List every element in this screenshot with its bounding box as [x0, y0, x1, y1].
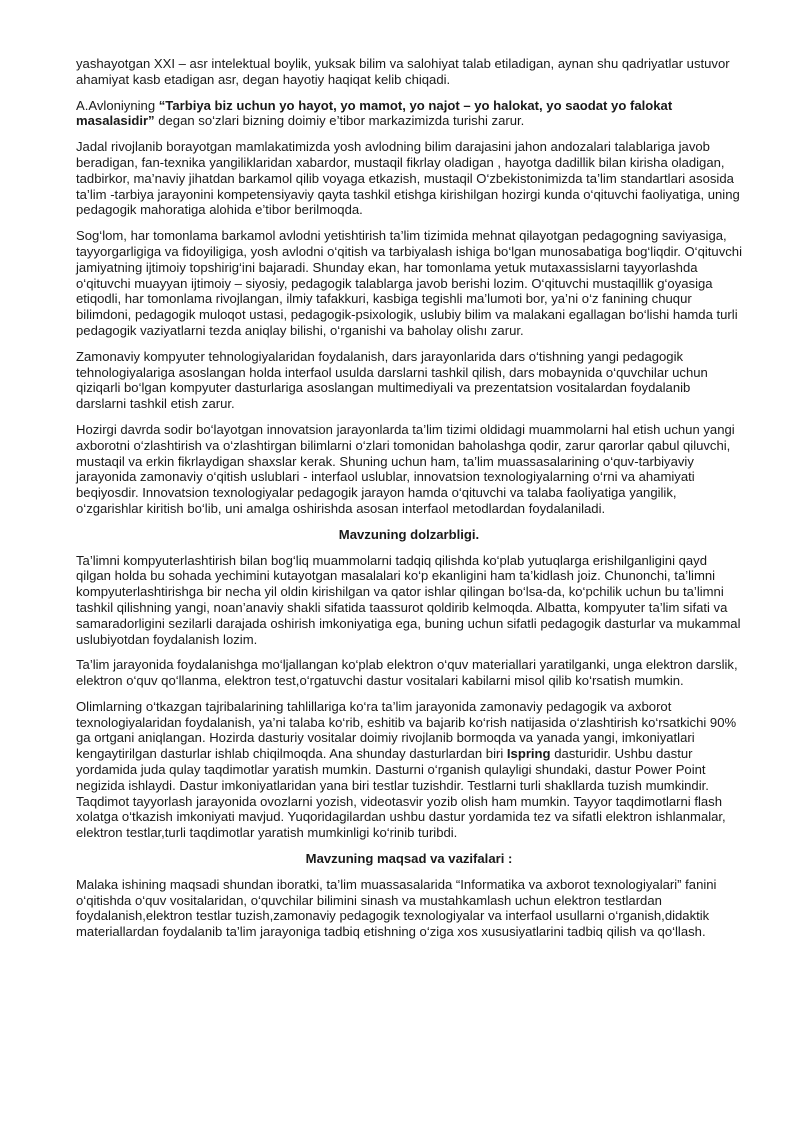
- heading-relevance: Mavzuning dolzarbligi.: [338, 526, 480, 542]
- paragraph-computerization: Ta’limni kompyuterlashtirish bilan bog‘liq muammolarni tadqiq qilishda ko‘plab yutuqlarga erishilganligini qayd qilgan holda bu sohada yechimini kutayotgan masalalari ko‘p ekanligini ham ta’kidlash joiz. Chunonchi, ta’limni kompyuterlashtirishga bir necha yil oldin kirishilgan va qator ishlar qilingan bo‘lsa-da, ko‘pchilik uchun bu ta’limni tashkil qilishning yangi, noan’anaviy shakli sifatida taassurot qoldirib kelmoqda. Albatta, kompyuter ta’lim sifati va samaradorligini sezilarli darajada oshirish imkoniyatiga ega, buning uchun sifatli pedagogik dasturlar va mukammal uslubiyotdan foydalanish lozim.: [76, 552, 741, 647]
- paragraph-ispring: [76, 699, 742, 841]
- paragraph-computer-technologies: Zamonaviy kompyuter tehnologiyalaridan foydalanish, dars jarayonlarida dars o‘tishning yangi pedagogik tehnologiyalariga asoslangan holda interfaol usulda darslarni tashkil qilish, dars mobaynida o‘quvchilar uchun qiziqarli bo‘lgan kompyuter dasturlariga asoslangan multimediyali va prezentatsion vositalardan foydalanib darslarni tashkil etish zarur.: [76, 348, 708, 412]
- heading-goals: Mavzuning maqsad va vazifalari :: [305, 851, 513, 867]
- paragraph-teacher-requirements: Sog‘lom, har tomonlama barkamol avlodni yetishtirish ta’lim tizimida mehnat qilayotgan pedagogning saviyasiga, tayyorgarligiga va fidoyiligiga, yosh avlodni o‘qitish va tarbiyalash ishiga bo‘lgan munosabatiga bog‘liqdir. O‘qituvchi jamiyatning ijtimoiy topshirig‘ini bajaradi. Shunday ekan, har tomonlama yetuk mutaxassislarni tayyorlashda o‘qituvchi muayyan ijtimoiy – siyosiy, pedagogik talablarga javob berishi lozim. O‘qituvchi mustaqillik g‘oyasiga etiqodli, har tomonlama rivojlangan, ilmiy tafakkuri, kasbiga tegishli ma’lumoti bor, ya’ni o‘z fanining chuqur bilimdoni, pedagogik muloqot ustasi, pedagogik-psixologik, uslubiy bilim va malakani egallagan bo‘lishi hamda turli pedagogik vaziyatlarni tezda aniqlay bilishi, o‘rganishi va baholay olishı zarur.: [76, 228, 742, 338]
- quote-lead-text: A.Avloniyning: [76, 97, 159, 113]
- paragraph-goals-description: Malaka ishining maqsadi shundan iboratki, ta’lim muassasalarida “Informatika va axborot texnologiyalari” fanini o‘qitishda o‘quv vositalaridan, o‘quvchilar bilimini sinash va mustahkamlash uchun elektron testlardan foydalanish,elektron testlar tuzish,zamonaviy pedagogik texnologiyalar va interfaol usullarni o‘rganish,didaktik materiallardan foydalanib ta’lim jarayoniga tadbiq etishning o‘ziga xos xususiyatlarini tadbiq qilish va qo‘llash.: [76, 876, 717, 940]
- paragraph-innovation-processes: Hozirgi davrda sodir bo‘layotgan innovatsion jarayonlarda ta’lim tizimi oldidagi muammolarni hal etish uchun yangi axborotni o‘zlashtirish va o‘zlashtirgan bilimlarni o‘zlari tomonidan baholashga qodir, zarur qarorlar qabul qiluvchi, mustaqil va erkin fikrlaydigan shaxslar kerak. Shuning uchun ham, ta’lim muassasalarining o‘quv-tarbiyaviy jarayonida zamonaviy o‘qitish uslublari - interfaol uslublar, innovatsion texnologiyalarning o‘rni va ahamiyati beqiyosdir. Innovatsion texnologiyalar pedagogik jarayon hamda o‘qituvchi va talaba faoliyatiga yangilik, o‘zgarishlar kiritish bo‘lib, uni amalga oshirishda asosan interfaol metodlardan foydalaniladi.: [76, 421, 735, 516]
- quote-tail-text: degan so‘zlari bizning doimiy e’tibor markazimizda turishi zarur.: [154, 113, 525, 129]
- quote-bold-text: “Tarbiya biz uchun yo hayot, yo mamot, yo najot – yo halokat, yo saodat yo falokat masalasidir”: [76, 97, 673, 129]
- paragraph-intro-continuation: yashayotgan XXI – asr intelektual boylik, yuksak bilim va salohiyat talab etiladigan, aynan shu qadriyatlar ustuvor ahamiyat kasb etadigan asr, degan hayotiy haqiqat kelib chiqadi.: [76, 56, 730, 87]
- paragraph-education-standards: Jadal rivojlanib borayotgan mamlakatimizda yosh avlodning bilim darajasini jahon andozalari talablariga javob beradigan, fan-texnika yangiliklaridan xabardor, mustaqil fikrlay oladigan , hayotga dadillik bilan kirisha oladigan, tadbirkor, ma’naviy jihatdan barkamol qilib voyaga etkazish, mustaqil O‘zbekistonimizda ta’lim standartlari asosida ta’lim -tarbiya jarayonini kompetensiyaviy qayta tashkil etishga kirishilgan hozirgi kunda o‘qituvchi faoliyatiga, uning pedagogik mahoratiga alohida e’tibor berilmoqda.: [76, 139, 740, 218]
- ispring-lead-text: Olimlarning o‘tkazgan tajribalarining tahlillariga ko‘ra ta’lim jarayonida zamonaviy pedagogik va axborot texnologiyalaridan foydalanish, ya’ni talaba ko‘rib, eshitib va bajarib ko‘rish natijasida o‘zlashtirish ko‘rsatkichi 90% ga ortgani aniqlangan. Hozirda dasturiy vositalar doimiy rivojlanib bormoqda va yanada yangi, imkoniyatlari kengaytirilgan dasturlar ishlab chiqilmoqda. Ana shunday dasturlardan biri: [76, 698, 737, 762]
- ispring-tail-text: dasturidir. Ushbu dastur yordamida juda qulay taqdimotlar yaratish mumkin. Dasturni o‘rganish qulayligi shundaki, dastur Power Point negizida ishlaydi. Dastur imkoniyatlaridan yana biri testlar tuzishdir. Testlarni turli shakllarda tuzish mumkindir. Taqdimot tayyorlash jarayonida ovozlarni yozish, videotasvir yozib olish ham mumkin. Tayyor taqdimotlarni flash xolatga o‘tkazish imkoniyati mavjud. Yuqoridagilardan ushbu dastur yordamida tez va sifatli elektron ishlanmalar, elektron testlar,turli taqdimotlar yaratish mumkinligi ko‘rinib turibdi.: [76, 746, 726, 841]
- paragraph-electronic-materials: Ta’lim jarayonida foydalanishga mo‘ljallangan ko‘plab elektron o‘quv materiallari yaratilganki, unga elektron darslik, elektron o‘quv qo‘llanma, elektron test,o‘rgatuvchi dastur vositalari kabilarni misol qilib ko‘rsatish mumkin.: [76, 657, 738, 689]
- ispring-bold-text: Ispring: [506, 746, 551, 762]
- paragraph-avloniy-quote: [76, 98, 742, 130]
